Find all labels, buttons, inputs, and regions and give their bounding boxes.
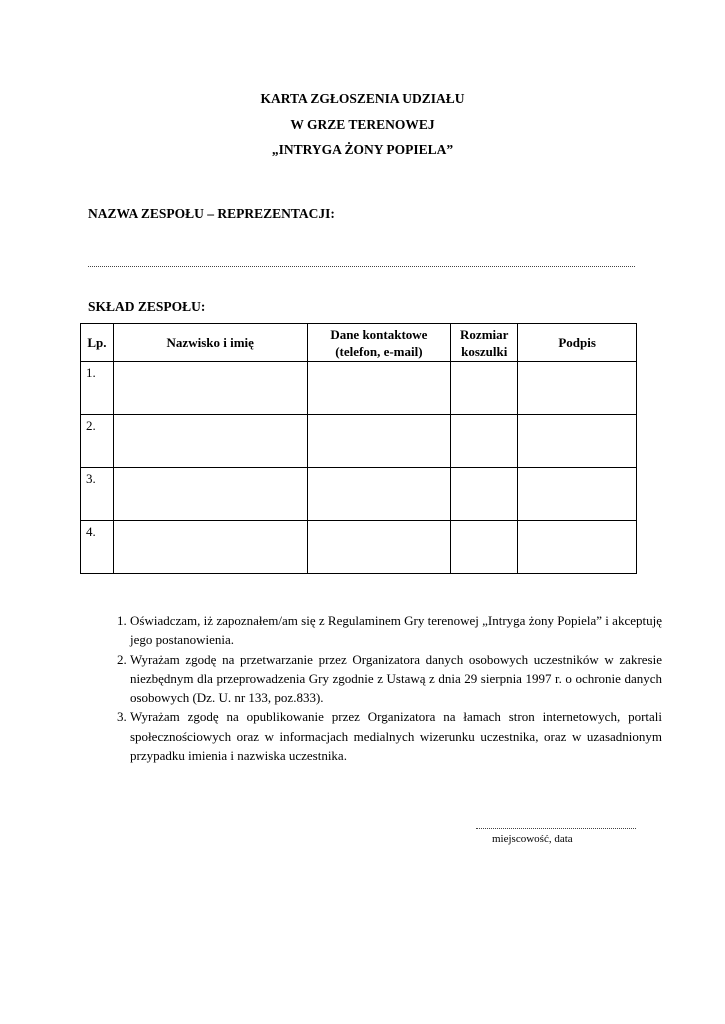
row-number: 1.	[81, 362, 114, 415]
row-number: 3.	[81, 468, 114, 521]
shirt-size-cell[interactable]	[451, 362, 518, 415]
row-number: 2.	[81, 415, 114, 468]
table-row	[81, 468, 637, 521]
name-cell[interactable]	[113, 468, 307, 521]
table-row	[81, 415, 637, 468]
shirt-size-cell[interactable]	[451, 521, 518, 574]
header-contact	[307, 324, 451, 362]
statement-item: 2. Wyrażam zgodę na przetwarzanie przez Organizatora danych osobowych uczestników w zakresie niezbędnym dla przeprowadzenia Gry zgodnie z Ustawą z dnia 29 sierpnia 1997 r. o ochronie danych osobowych (Dz. U. nr 133, poz.833).	[130, 650, 662, 708]
header-contact-line-2: (telefon, e-mail)	[335, 343, 423, 359]
header-shirt-line-2: koszulki	[461, 343, 508, 359]
title-line-3: „INTRYGA ŻONY POPIELA”	[271, 142, 454, 157]
shirt-size-cell[interactable]	[451, 468, 518, 521]
row-number: 4.	[81, 521, 114, 574]
statement-item: 1. Oświadczam, iż zapoznałem/am się z Regulaminem Gry terenowej „Intryga żony Popiela” i akceptuję jego postanowienia.	[130, 611, 662, 650]
header-lp: Lp.	[81, 324, 114, 362]
shirt-size-cell[interactable]	[451, 415, 518, 468]
header-shirt-line-1: Rozmiar	[460, 326, 509, 342]
place-date-fill-line[interactable]	[476, 828, 636, 829]
name-cell[interactable]	[113, 362, 307, 415]
header-contact-line-1: Dane kontaktowe	[330, 326, 428, 342]
title-line-1: KARTA ZGŁOSZENIA UDZIAŁU	[260, 91, 465, 106]
contact-cell[interactable]	[307, 521, 451, 574]
header-signature: Podpis	[518, 324, 637, 362]
signature-cell[interactable]	[518, 521, 637, 574]
name-cell[interactable]	[113, 415, 307, 468]
header-shirt-size	[451, 324, 518, 362]
statement-item: 3. Wyrażam zgodę na opublikowanie przez Organizatora na łamach stron internetowych, portali społecznościowych oraz w informacjach medialnych wizerunku uczestnika, oraz w uzasadnionym przypadku imienia i nazwiska uczestnika.	[130, 707, 662, 765]
header-name: Nazwisko i imię	[113, 324, 307, 362]
signature-cell[interactable]	[518, 362, 637, 415]
signature-cell[interactable]	[518, 468, 637, 521]
contact-cell[interactable]	[307, 362, 451, 415]
team-name-fill-line[interactable]	[88, 266, 635, 267]
statements-list	[106, 611, 662, 765]
name-cell[interactable]	[113, 521, 307, 574]
team-section-label: SKŁAD ZESPOŁU:	[88, 299, 206, 314]
table-row	[81, 362, 637, 415]
table-row	[81, 521, 637, 574]
team-name-label: NAZWA ZESPOŁU – REPREZENTACJI:	[88, 206, 335, 221]
signature-cell[interactable]	[518, 415, 637, 468]
title-line-2: W GRZE TERENOWEJ	[290, 116, 435, 132]
document-title	[0, 86, 725, 163]
contact-cell[interactable]	[307, 415, 451, 468]
table-header-row	[81, 324, 637, 362]
place-date-caption: miejscowość, data	[492, 833, 573, 845]
contact-cell[interactable]	[307, 468, 451, 521]
team-roster-table	[80, 323, 637, 574]
